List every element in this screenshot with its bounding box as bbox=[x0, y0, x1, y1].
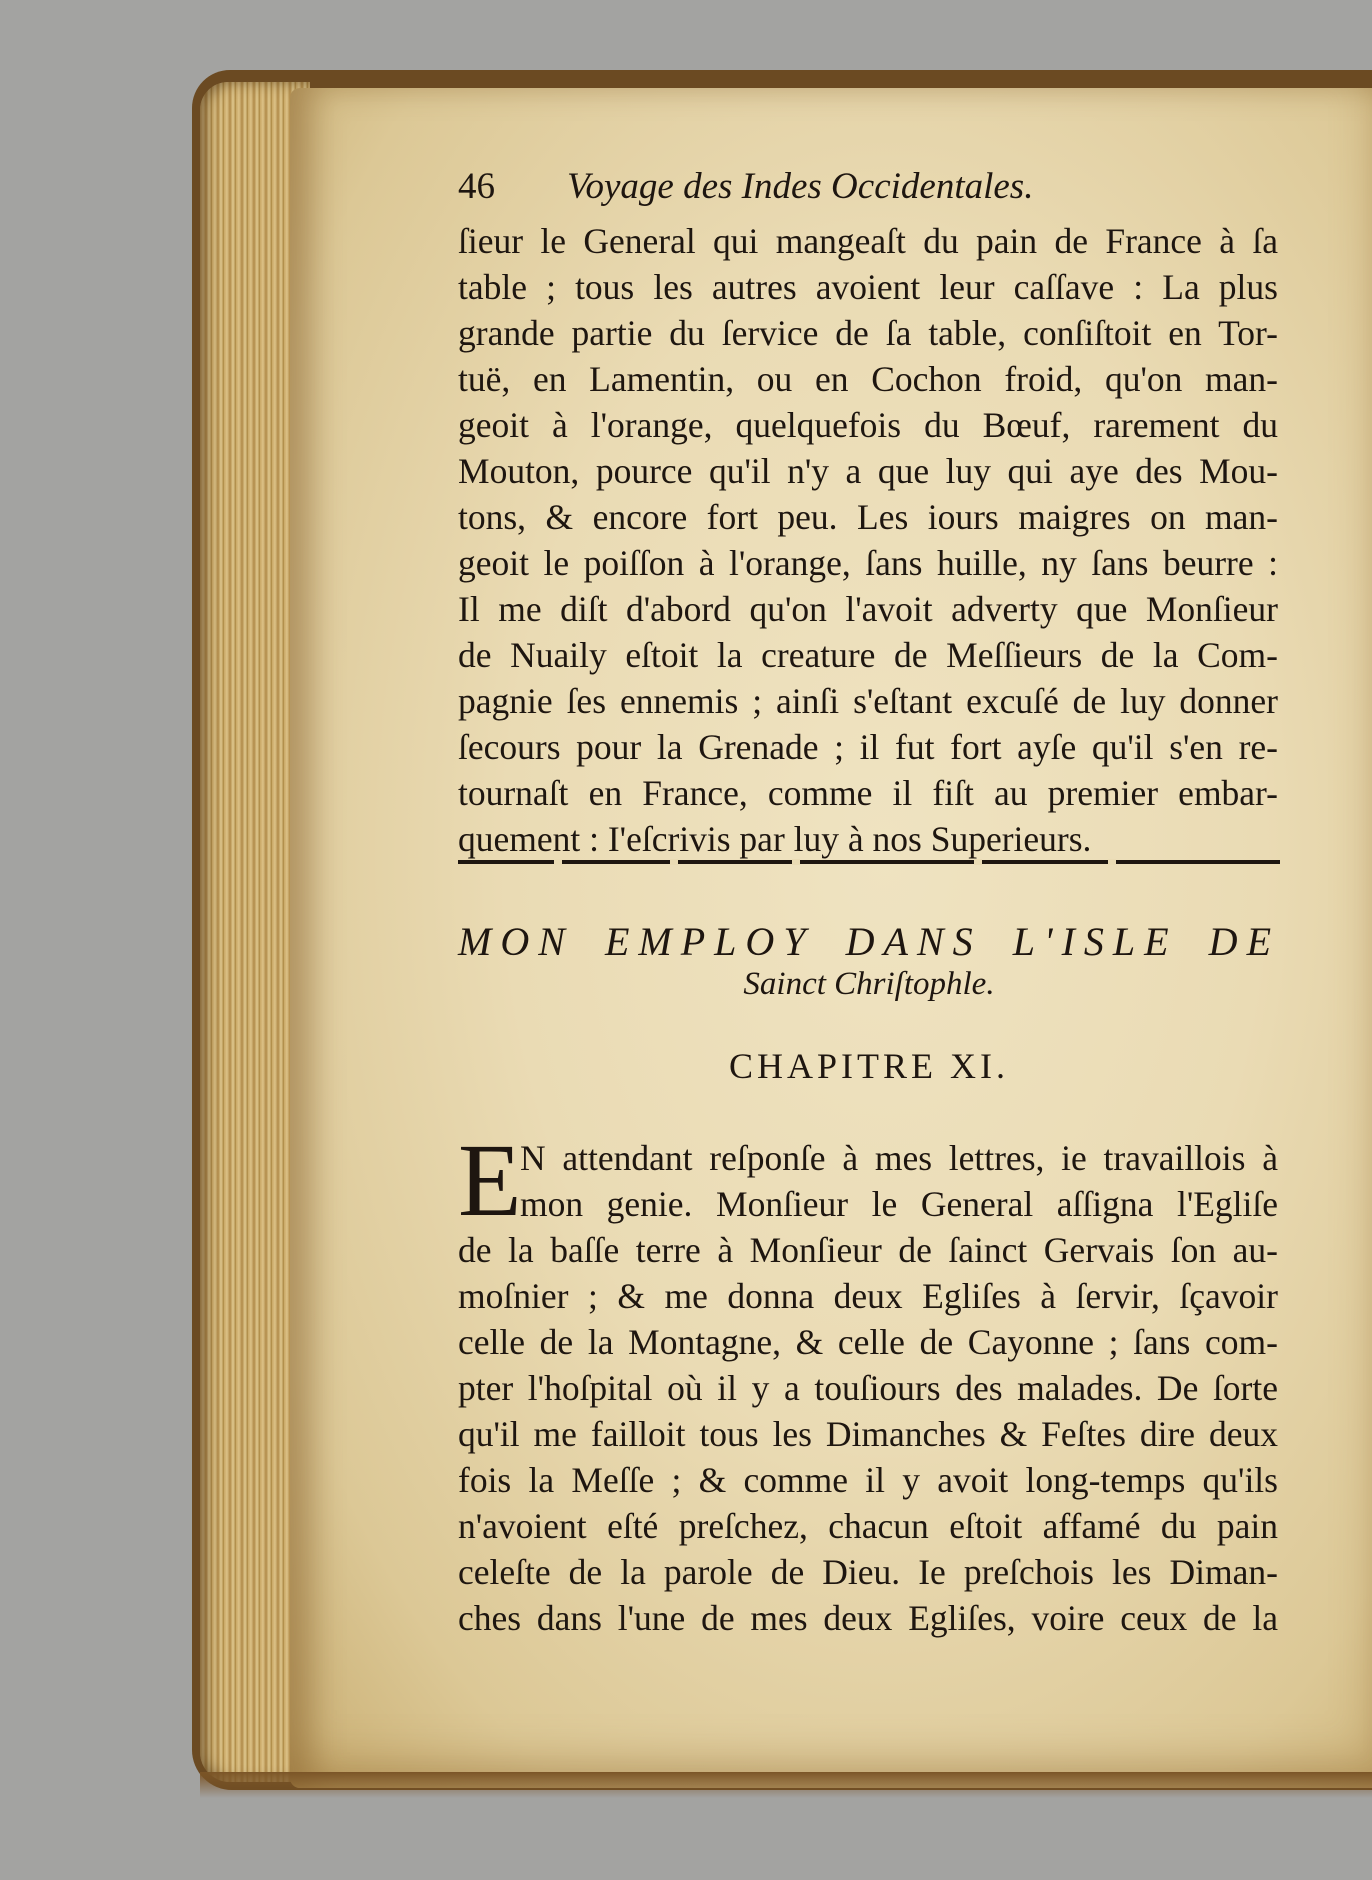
text-line: ches dans l'une de mes deux Egliſes, voire ceux de la bbox=[458, 1598, 1278, 1638]
chapter-subtitle: Sainct Chriſtophle. bbox=[743, 966, 995, 1002]
text-line: pagnie ſes ennemis ; ainſi s'eſtant excuſé de luy donner bbox=[458, 681, 1278, 721]
text-line: moſnier ; & me donna deux Egliſes à ſervir, ſçavoir bbox=[458, 1276, 1278, 1316]
text-line: de Nuaily eſtoit la creature de Meſſieurs de la Com- bbox=[458, 635, 1278, 675]
chapter-number: CHAPITRE XI. bbox=[729, 1046, 1009, 1086]
page-number: 46 bbox=[458, 166, 495, 207]
text-line: Mouton, pource qu'il n'y a que luy qui aye des Mou- bbox=[458, 451, 1278, 491]
running-head bbox=[458, 165, 1033, 208]
text-line: de la baſſe terre à Monſieur de ſainct Gervais ſon au- bbox=[458, 1230, 1278, 1270]
text-line: geoit le poiſſon à l'orange, ſans huille, ny ſans beurre : bbox=[458, 543, 1278, 583]
page-bottom-shadow bbox=[200, 1772, 1372, 1798]
chapter-text bbox=[458, 1123, 1278, 1641]
text-line: ſecours pour la Grenade ; il fut fort ayſe qu'il s'en re- bbox=[458, 727, 1278, 767]
text-line: Il me diſt d'abord qu'on l'avoit adverty que Monſieur bbox=[458, 589, 1278, 629]
text-line: table ; tous les autres avoient leur caſſave : La plus bbox=[458, 267, 1278, 307]
text-line: qu'il me failloit tous les Dimanches & Feſtes dire deux bbox=[458, 1414, 1278, 1454]
text-line: celle de la Montagne, & celle de Cayonne ; ſans com- bbox=[458, 1322, 1278, 1362]
text-line: geoit à l'orange, quelquefois du Bœuf, rarement du bbox=[458, 405, 1278, 445]
drop-cap: E bbox=[458, 1123, 522, 1238]
text-line: celeſte de la parole de Dieu. Ie preſchois les Diman- bbox=[458, 1552, 1278, 1592]
previous-chapter-text bbox=[458, 218, 1278, 862]
text-line: fois la Meſſe ; & comme il y avoit long-temps qu'ils bbox=[458, 1460, 1278, 1500]
text-line: ſieur le General qui mangeaſt du pain de France à ſa bbox=[458, 221, 1278, 261]
text-line: quement : I'eſcrivis par luy à nos Superieurs. bbox=[458, 819, 1092, 859]
text-line: tournaſt en France, comme il fiſt au premier embar- bbox=[458, 773, 1278, 813]
section-rule bbox=[458, 858, 1280, 866]
text-line: grande partie du ſervice de ſa table, conſiſtoit en Tor- bbox=[458, 313, 1278, 353]
text-line: pter l'hoſpital où il y a touſiours des malades. De ſorte bbox=[458, 1368, 1278, 1408]
text-line: tuë, en Lamentin, ou en Cochon froid, qu'on man- bbox=[458, 359, 1278, 399]
text-line: N attendant reſponſe à mes lettres, ie travaillois à bbox=[520, 1138, 1278, 1178]
text-line: tons, & encore fort peu. Les iours maigres on man- bbox=[458, 497, 1278, 537]
text-line: n'avoient eſté preſchez, chacun eſtoit affamé du pain bbox=[458, 1506, 1278, 1546]
chapter-title: MON EMPLOY DANS L'ISLE DE bbox=[458, 919, 1280, 964]
running-title: Voyage des Indes Occidentales. bbox=[567, 166, 1034, 207]
text-line: mon genie. Monſieur le General aſſigna l'Egliſe bbox=[520, 1184, 1278, 1224]
